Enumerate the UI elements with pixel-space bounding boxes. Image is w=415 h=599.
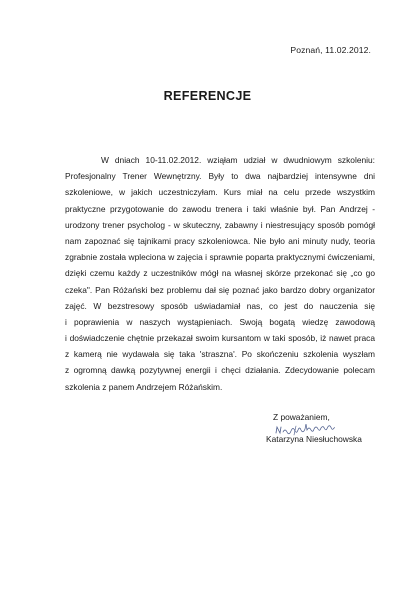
body-line: nam zapoznać się tajnikami pracy szkoleniowca. Nie było ani minuty nudy, teoria [65, 235, 375, 246]
body-line: zajęć. W bezstresowy sposób uświadamiał nas, co jest do nauczenia się [65, 300, 375, 311]
letter-body [65, 152, 375, 395]
body-line: czeka". Pan Różański bez problemu dał się poznać jako bardzo dobry organizator [65, 284, 375, 295]
body-line: W dniach 10-11.02.2012. wziąłam udział w dwudniowym szkoleniu: [101, 155, 375, 165]
date-line: Poznań, 11.02.2012. [290, 45, 371, 55]
body-line: i doświadczenie chętnie przekazał swoim kursantom w taki sposób, iż nawet praca [65, 333, 375, 344]
body-line: Profesjonalny Trener Wewnętrzny. Były to dwa najbardziej intensywne dni [65, 171, 375, 182]
body-line: praktyczne przygotowanie do zawodu trenera i taki właśnie był. Pan Andrzej - [65, 203, 375, 214]
body-line: i poprawienia w naszych wystąpieniach. Swoją bogatą wiedzę zawodową [65, 316, 375, 327]
signatory-name: Katarzyna Niesłuchowska [266, 434, 362, 444]
letter-title: REFERENCJE [163, 89, 252, 103]
closing-salutation: Z poważaniem, [273, 412, 330, 422]
body-line: zgrabnie została wpleciona w zajęcia i sprawnie poparta praktycznymi ćwiczeniami, [65, 252, 375, 263]
body-line: z ogromną dawką pozytywnej energii i chęci działania. Zdecydowanie polecam [65, 365, 375, 376]
body-line: z kamerą nie wydawała się taka 'straszna'. Po skończeniu szkolenia wyszłam [65, 349, 375, 360]
body-line: szkoleniowe, w jakich uczestniczyłam. Kurs miał na celu przede wszystkim [65, 187, 375, 198]
body-line: urodzony trener psycholog - w skuteczny, zabawny i niestresujący sposób pomógł [65, 219, 375, 230]
body-line: dzięki czemu każdy z uczestników mógł na własnej skórze przekonać się „co go [65, 268, 375, 279]
body-line: szkolenia z panem Andrzejem Różańskim. [65, 381, 223, 392]
